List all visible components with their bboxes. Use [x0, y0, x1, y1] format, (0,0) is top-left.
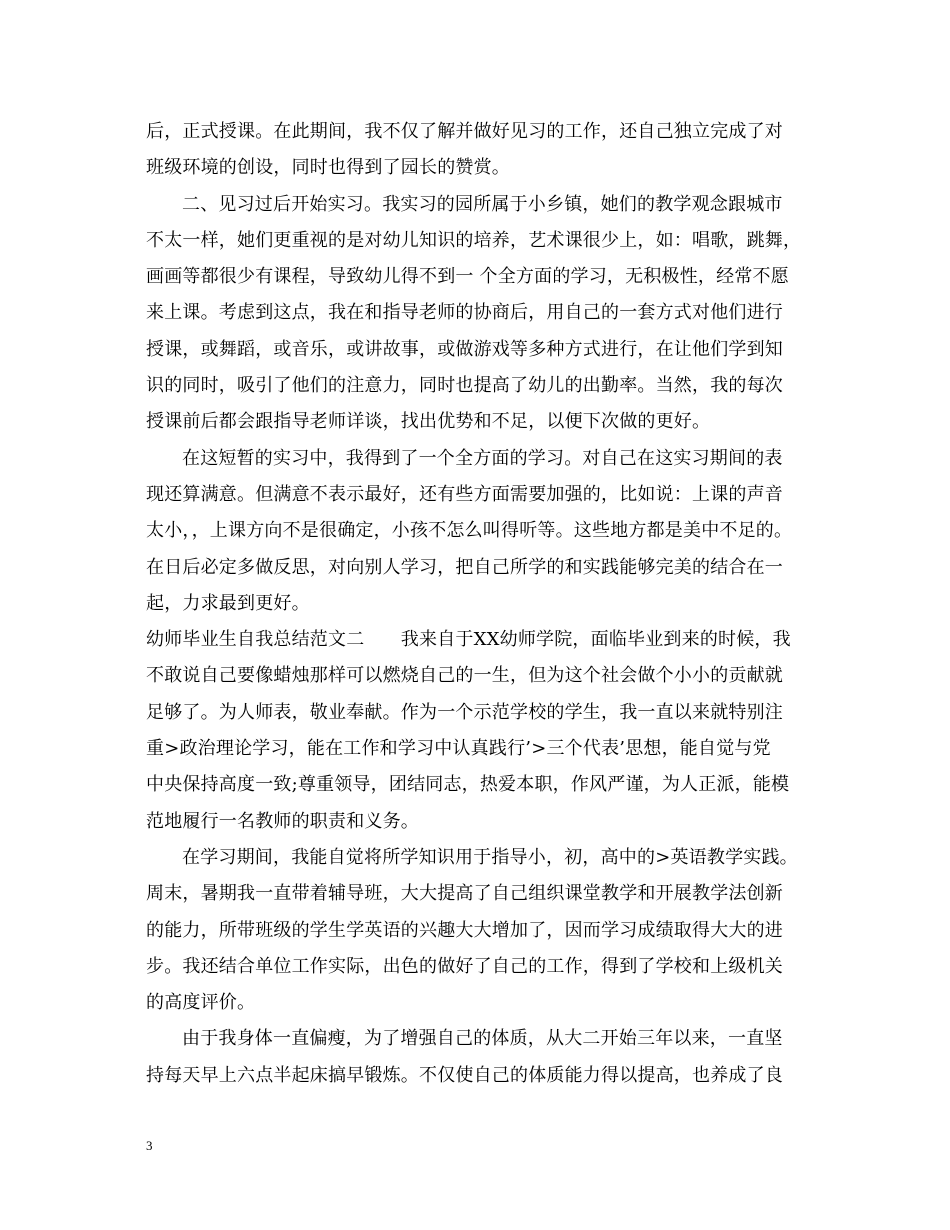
text-line: 班级环境的创设，同时也得到了园长的赞赏。: [146, 157, 510, 179]
text-line: 周末，暑期我一直带着辅导班，大大提高了自己组织课堂教学和开展教学法创新: [146, 883, 783, 905]
body-text: [146, 114, 806, 1094]
text-line: 不敢说自己要像蜡烛那样可以燃烧自己的一生，但为这个社会做个小小的贡献就: [146, 665, 783, 687]
text-line: 授课，或舞蹈，或音乐，或讲故事，或做游戏等多种方式进行，在让他们学到知: [146, 338, 783, 360]
text-line: 现还算满意。但满意不表示最好，还有些方面需要加强的，比如说：上课的声音: [146, 483, 783, 505]
text-line: 范地履行一名教师的职责和义务。: [146, 810, 419, 832]
text-line: 识的同时，吸引了他们的注意力，同时也提高了幼儿的出勤率。当然，我的每次: [146, 375, 783, 397]
text-line: 持每天早上六点半起床搞早锻炼。不仅使自己的体质能力得以提高，也养成了良: [146, 1064, 783, 1086]
text-line: 画画等都很少有课程，导致幼儿得不到一 个全方面的学习，无积极性，经常不愿: [146, 266, 789, 288]
page-number: 3: [146, 1138, 153, 1153]
text-line: 的高度评价。: [146, 992, 256, 1014]
text-line: 幼师毕业生自我总结范文二 我来自于XX幼师学院，面临毕业到来的时候，我: [146, 629, 791, 651]
text-line: 授课前后都会跟指导老师详谈，找出优势和不足，以便下次做的更好。: [146, 411, 711, 433]
text-line: 足够了。为人师表，敬业奉献。作为一个示范学校的学生，我一直以来就特别注: [146, 701, 783, 723]
text-line: 由于我身体一直偏瘦，为了增强自己的体质，从大二开始三年以来，一直坚: [182, 1028, 783, 1050]
text-line: 起，力求最到更好。: [146, 592, 310, 614]
text-line: 太小，，上课方向不是很确定，小孩不怎么叫得听等。这些地方都是美中不足的。: [146, 520, 793, 542]
text-line: 重>政治理论学习，能在工作和学习中认真践行’>三个代表’思想，能自觉与党: [146, 738, 771, 760]
text-line: 在日后必定多做反思，对向别人学习，把自己所学的和实践能够完美的结合在一: [146, 556, 783, 578]
text-line: 后，正式授课。在此期间，我不仅了解并做好见习的工作，还自己独立完成了对: [146, 121, 783, 142]
text-line: 来上课。考虑到这点，我在和指导老师的协商后，用自己的一套方式对他们进行: [146, 302, 783, 324]
text-line: 中央保持高度一致;尊重领导，团结同志，热爱本职，作风严谨，为人正派，能模: [146, 774, 790, 796]
text-line: 在学习期间，我能自觉将所学知识用于指导小，初，高中的>英语教学实践。: [182, 846, 798, 868]
text-line: 在这短暂的实习中，我得到了一个全方面的学习。对自己在这实习期间的表: [182, 447, 783, 469]
text-line: 的能力，所带班级的学生学英语的兴趣大大增加了，因而学习成绩取得大大的进: [146, 919, 783, 941]
text-line: 二、见习过后开始实习。我实习的园所属于小乡镇，她们的教学观念跟城市: [182, 193, 783, 215]
text-line: 不太一样，她们更重视的是对幼儿知识的培养，艺术课很少上，如：唱歌，跳舞，: [146, 229, 802, 251]
text-line: 步。我还结合单位工作实际，出色的做好了自己的工作，得到了学校和上级机关: [146, 955, 783, 977]
